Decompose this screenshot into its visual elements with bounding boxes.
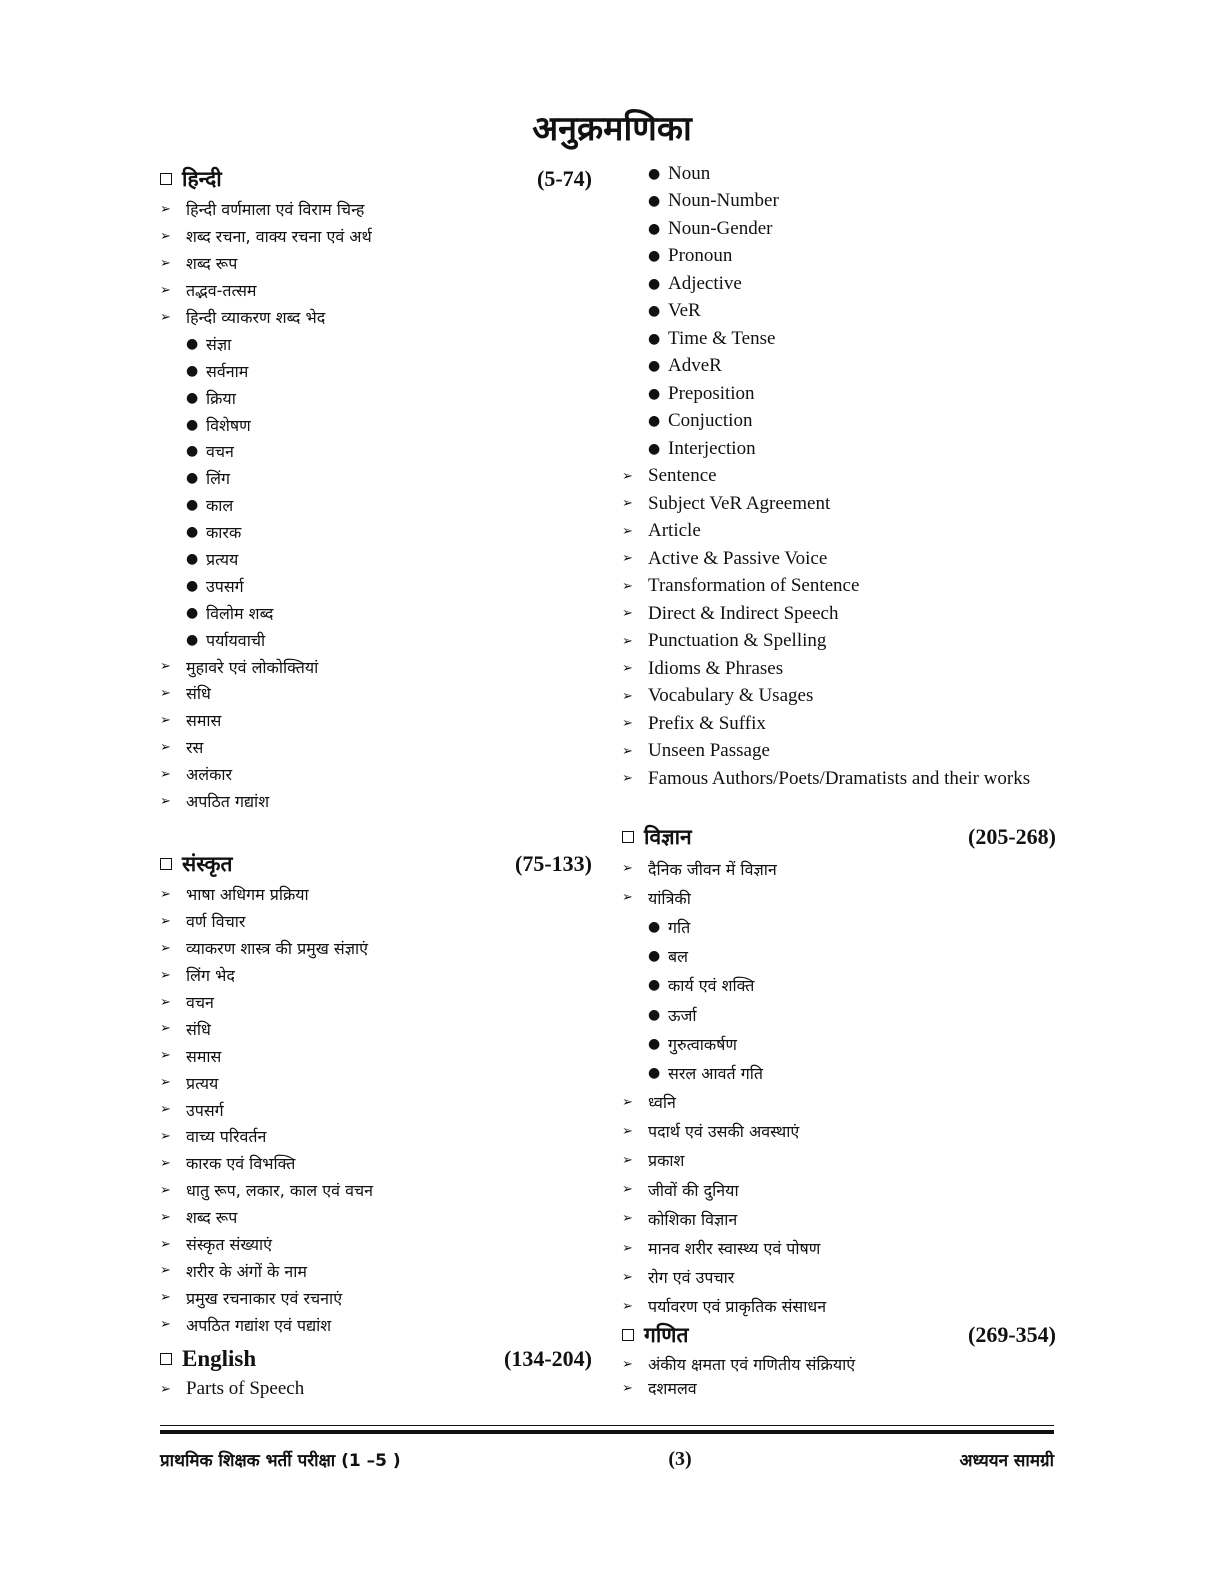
bullet-dot-icon: ● — [186, 443, 199, 460]
toc-item-text: जीवों की दुनिया — [648, 1180, 739, 1200]
toc-item — [160, 908, 592, 935]
arrow-bullet-icon: ➢ — [622, 606, 633, 622]
section-heading — [160, 847, 592, 881]
toc-item-text: सरल आवर्त गति — [668, 1063, 764, 1083]
toc-subitem — [622, 215, 1056, 243]
checkbox-square-icon — [622, 831, 634, 843]
toc-item — [160, 707, 592, 734]
toc-item — [160, 277, 592, 304]
arrow-bullet-icon: ➢ — [622, 1298, 633, 1314]
toc-item-text: पर्यायवाची — [206, 630, 266, 650]
toc-item — [622, 573, 1056, 601]
toc-item — [622, 655, 1056, 683]
toc-item-text: समास — [186, 711, 222, 731]
toc-item-text: कारक — [206, 523, 242, 543]
toc-item-text: अपठित गद्यांश एवं पद्यांश — [186, 1315, 332, 1335]
toc-item — [622, 710, 1056, 738]
toc-item-text: Adjective — [668, 272, 742, 294]
toc-item-text: Noun-Number — [668, 190, 779, 212]
toc-item-text: Direct & Indirect Speech — [648, 602, 839, 624]
toc-subitem — [622, 1058, 1056, 1087]
arrow-bullet-icon: ➢ — [622, 716, 633, 732]
arrow-bullet-icon: ➢ — [160, 309, 171, 325]
arrow-bullet-icon: ➢ — [160, 940, 171, 956]
arrow-bullet-icon: ➢ — [622, 1269, 633, 1285]
toc-item — [160, 1257, 592, 1284]
toc-item-text: AdveR — [668, 355, 722, 377]
toc-item-text: Active & Passive Voice — [648, 547, 828, 569]
toc-item-text: कारक एवं विभक्ति — [186, 1154, 296, 1174]
toc-item-text: प्रमुख रचनाकार एवं रचनाएं — [186, 1288, 343, 1308]
toc-item-text: उपसर्ग — [186, 1100, 224, 1120]
section-title — [622, 823, 692, 851]
toc-item — [160, 304, 592, 331]
arrow-bullet-icon: ➢ — [622, 468, 633, 484]
toc-item — [622, 463, 1056, 491]
bullet-dot-icon: ● — [648, 385, 661, 402]
bullet-dot-icon: ● — [186, 524, 199, 541]
toc-item-text: अलंकार — [186, 765, 233, 785]
bullet-dot-icon: ● — [186, 577, 199, 594]
section-page-range: (5-74) — [537, 166, 592, 191]
toc-item-text: दैनिक जीवन में विज्ञान — [648, 859, 777, 879]
toc-item-text: गति — [668, 917, 691, 937]
toc-item-text: हिन्दी व्याकरण शब्द भेद — [186, 308, 326, 327]
toc-item-text: भाषा अधिगम प्रक्रिया — [186, 885, 309, 905]
arrow-bullet-icon: ➢ — [160, 739, 171, 755]
arrow-bullet-icon: ➢ — [160, 201, 171, 217]
arrow-bullet-icon: ➢ — [622, 633, 633, 649]
toc-item — [622, 1263, 1056, 1292]
toc-item — [622, 1204, 1056, 1233]
toc-item — [160, 881, 592, 908]
toc-item-text: मुहावरे एवं लोकोक्तियां — [186, 657, 319, 677]
toc-subitem — [160, 438, 592, 465]
toc-subitem — [622, 408, 1056, 436]
toc-item-text: Interjection — [668, 437, 756, 459]
toc-item — [160, 223, 592, 250]
arrow-bullet-icon: ➢ — [622, 1211, 633, 1227]
bullet-dot-icon: ● — [648, 413, 661, 430]
arrow-bullet-icon: ➢ — [160, 1290, 171, 1306]
toc-item-text: लिंग — [206, 469, 231, 489]
toc-subitem — [622, 380, 1056, 408]
toc-item — [622, 628, 1056, 656]
section-page-range: (205-268) — [968, 824, 1056, 849]
section-heading — [160, 1342, 592, 1376]
toc-subitem — [622, 942, 1056, 971]
arrow-bullet-icon: ➢ — [160, 282, 171, 298]
toc-item-text: ऊर्जा — [668, 1005, 697, 1025]
toc-subitem — [160, 357, 592, 384]
toc-section — [160, 847, 592, 1338]
section-title — [160, 1346, 256, 1372]
bullet-dot-icon: ● — [648, 330, 661, 347]
toc-item-text: वाच्य परिवर्तन — [186, 1127, 267, 1147]
toc-item — [622, 1117, 1056, 1146]
checkbox-square-icon — [160, 858, 172, 870]
toc-item-text: Time & Tense — [668, 327, 776, 349]
toc-item — [160, 1284, 592, 1311]
toc-item-text: संस्कृत संख्याएं — [186, 1235, 272, 1255]
section-title — [160, 850, 232, 878]
toc-subitem — [622, 971, 1056, 1000]
section-heading — [622, 1318, 1056, 1352]
arrow-bullet-icon: ➢ — [160, 994, 171, 1010]
toc-item — [160, 962, 592, 989]
toc-item-text: शब्द रचना, वाक्य रचना एवं अर्थ — [186, 227, 372, 247]
toc-item — [160, 1204, 592, 1231]
toc-item-text: अपठित गद्यांश — [186, 792, 270, 812]
toc-item — [160, 1177, 592, 1204]
toc-item-text: उपसर्ग — [206, 576, 244, 596]
arrow-bullet-icon: ➢ — [160, 712, 171, 728]
toc-subitem — [160, 411, 592, 438]
toc-subitem — [622, 325, 1056, 353]
toc-item-text: काल — [206, 496, 234, 516]
toc-item — [160, 1015, 592, 1042]
toc-item-text: Sentence — [648, 465, 717, 487]
toc-subitem — [622, 270, 1056, 298]
bullet-dot-icon: ● — [186, 470, 199, 487]
bullet-dot-icon: ● — [648, 220, 661, 237]
toc-item — [622, 883, 1056, 912]
toc-subitem — [160, 599, 592, 626]
section-heading — [622, 820, 1056, 854]
toc-item-text: विशेषण — [206, 415, 251, 435]
toc-item — [160, 196, 592, 223]
toc-item — [622, 490, 1056, 518]
toc-item-text: Conjuction — [668, 410, 753, 432]
arrow-bullet-icon: ➢ — [160, 1317, 171, 1333]
page-number: (3) — [668, 1447, 692, 1470]
toc-item-text: VeR — [668, 300, 701, 322]
checkbox-square-icon — [622, 1329, 634, 1341]
toc-item-text: व्याकरण शास्त्र की प्रमुख संज्ञाएं — [186, 939, 368, 959]
toc-item-text: लिंग भेद — [186, 966, 235, 986]
arrow-bullet-icon: ➢ — [622, 1240, 633, 1256]
bullet-dot-icon: ● — [186, 604, 199, 621]
footer-divider-thick — [160, 1430, 1054, 1434]
bullet-dot-icon: ● — [648, 303, 661, 320]
arrow-bullet-icon: ➢ — [160, 1155, 171, 1171]
section-title — [622, 1321, 688, 1349]
arrow-bullet-icon: ➢ — [160, 1021, 171, 1037]
toc-item-text: प्रकाश — [648, 1151, 685, 1171]
checkbox-square-icon — [160, 1353, 172, 1365]
toc-item-text: शब्द रूप — [186, 1208, 238, 1228]
arrow-bullet-icon: ➢ — [622, 578, 633, 594]
arrow-bullet-icon: ➢ — [622, 496, 633, 512]
bullet-dot-icon: ● — [648, 193, 661, 210]
toc-item — [622, 1088, 1056, 1117]
toc-item-text: Idioms & Phrases — [648, 657, 784, 679]
toc-item — [160, 1069, 592, 1096]
arrow-bullet-icon: ➢ — [622, 1123, 633, 1139]
toc-item-text: Article — [648, 520, 701, 542]
section-heading — [160, 162, 592, 196]
toc-item-text: वचन — [206, 442, 234, 462]
toc-item-text: Transformation of Sentence — [648, 575, 860, 597]
toc-subitem — [160, 546, 592, 573]
arrow-bullet-icon: ➢ — [160, 967, 171, 983]
arrow-bullet-icon: ➢ — [622, 523, 633, 539]
toc-subitem — [622, 1000, 1056, 1029]
arrow-bullet-icon: ➢ — [160, 228, 171, 244]
bullet-dot-icon: ● — [186, 335, 199, 352]
toc-item-text: Preposition — [668, 382, 755, 404]
arrow-bullet-icon: ➢ — [622, 890, 633, 906]
toc-item-text: यांत्रिकी — [648, 888, 691, 908]
arrow-bullet-icon: ➢ — [160, 1236, 171, 1252]
toc-subitem — [160, 384, 592, 411]
toc-item-text: शब्द रूप — [186, 254, 238, 274]
toc-item — [160, 1123, 592, 1150]
arrow-bullet-icon: ➢ — [160, 913, 171, 929]
toc-subitem — [160, 465, 592, 492]
arrow-bullet-icon: ➢ — [160, 1182, 171, 1198]
toc-item-text: अंकीय क्षमता एवं गणितीय संक्रियाएं — [648, 1355, 856, 1374]
toc-subitem — [160, 330, 592, 357]
bullet-dot-icon: ● — [186, 389, 199, 406]
bullet-dot-icon: ● — [648, 918, 661, 935]
toc-subitem — [160, 519, 592, 546]
bullet-dot-icon: ● — [648, 165, 661, 182]
toc-item-text: शरीर के अंगों के नाम — [186, 1261, 307, 1281]
toc-item — [622, 854, 1056, 883]
toc-item-text: रस — [186, 738, 204, 758]
toc-item-text: मानव शरीर स्वास्थ्य एवं पोषण — [648, 1239, 821, 1259]
toc-item — [160, 989, 592, 1016]
toc-item-text: ध्वनि — [648, 1093, 676, 1113]
bullet-dot-icon: ● — [648, 1006, 661, 1023]
toc-item — [622, 683, 1056, 711]
toc-subitem — [622, 160, 1056, 188]
toc-item-text: हिन्दी वर्णमाला एवं विराम चिन्ह — [186, 200, 365, 220]
toc-item — [160, 788, 592, 815]
toc-item — [622, 545, 1056, 573]
toc-item — [622, 1233, 1056, 1262]
toc-item — [160, 250, 592, 277]
toc-item — [160, 653, 592, 680]
toc-item-text: संधि — [186, 1019, 211, 1039]
toc-item — [160, 761, 592, 788]
arrow-bullet-icon: ➢ — [622, 1356, 633, 1372]
arrow-bullet-icon: ➢ — [622, 1152, 633, 1168]
toc-item — [622, 1146, 1056, 1175]
toc-item-text: क्रिया — [206, 388, 236, 408]
toc-item-text: विलोम शब्द — [206, 603, 274, 623]
toc-item — [160, 680, 592, 707]
toc-item-text: संधि — [186, 684, 211, 704]
bullet-dot-icon: ● — [186, 497, 199, 514]
toc-item-text: रोग एवं उपचार — [648, 1268, 735, 1288]
toc-item-text: प्रत्यय — [186, 1073, 219, 1093]
arrow-bullet-icon: ➢ — [622, 743, 633, 759]
toc-item-text: दशमलव — [648, 1379, 697, 1398]
page-title: अनुक्रमणिका — [532, 109, 692, 149]
toc-subitem — [160, 572, 592, 599]
bullet-dot-icon: ● — [186, 416, 199, 433]
arrow-bullet-icon: ➢ — [160, 1263, 171, 1279]
page-footer — [160, 1444, 1054, 1474]
toc-item-text: सर्वनाम — [206, 361, 249, 381]
toc-item-text: Unseen Passage — [648, 740, 770, 762]
arrow-bullet-icon: ➢ — [160, 1381, 171, 1397]
toc-item-text: धातु रूप, लकार, काल एवं वचन — [186, 1181, 374, 1201]
toc-item — [160, 1311, 592, 1338]
toc-item-text: Parts of Speech — [186, 1378, 305, 1400]
toc-item-text: गुरुत्वाकर्षण — [668, 1034, 737, 1054]
toc-item — [622, 1352, 1056, 1376]
toc-item-text: कार्य एवं शक्ति — [668, 976, 755, 996]
bullet-dot-icon: ● — [648, 440, 661, 457]
toc-subitem — [622, 298, 1056, 326]
toc-section — [622, 820, 1056, 1321]
toc-item — [160, 1376, 592, 1403]
arrow-bullet-icon: ➢ — [622, 688, 633, 704]
toc-item-text: संज्ञा — [206, 334, 232, 354]
section-title — [160, 165, 222, 193]
bullet-dot-icon: ● — [648, 1064, 661, 1081]
toc-item — [622, 1376, 1056, 1400]
section-page-range: (269-354) — [968, 1322, 1056, 1347]
arrow-bullet-icon: ➢ — [160, 766, 171, 782]
footer-exam-name: प्राथमिक शिक्षक भर्ती परीक्षा (1 –5 ) — [160, 1450, 401, 1471]
toc-item-text: Famous Authors/Poets/Dramatists and their works — [648, 767, 1031, 789]
bullet-dot-icon: ● — [648, 275, 661, 292]
section-name: गणित — [644, 1323, 689, 1347]
toc-item — [622, 738, 1056, 766]
bullet-dot-icon: ● — [648, 948, 661, 965]
arrow-bullet-icon: ➢ — [160, 685, 171, 701]
toc-item-text: Subject VeR Agreement — [648, 492, 831, 514]
toc-item — [160, 1042, 592, 1069]
toc-item — [160, 1096, 592, 1123]
footer-study-material: अध्ययन सामग्री — [959, 1450, 1054, 1471]
arrow-bullet-icon: ➢ — [160, 886, 171, 902]
arrow-bullet-icon: ➢ — [160, 1209, 171, 1225]
arrow-bullet-icon: ➢ — [160, 1102, 171, 1118]
toc-item-text: समास — [186, 1046, 222, 1066]
toc-item-text: तद्भव-तत्सम — [186, 281, 257, 301]
toc-subitem — [622, 1029, 1056, 1058]
arrow-bullet-icon: ➢ — [622, 1182, 633, 1198]
bullet-dot-icon: ● — [186, 362, 199, 379]
bullet-dot-icon: ● — [186, 551, 199, 568]
toc-section — [622, 160, 1056, 793]
section-name: English — [182, 1346, 257, 1371]
toc-item — [160, 734, 592, 761]
bullet-dot-icon: ● — [648, 977, 661, 994]
arrow-bullet-icon: ➢ — [160, 659, 171, 675]
toc-item-text: Prefix & Suffix — [648, 712, 766, 734]
arrow-bullet-icon: ➢ — [160, 255, 171, 271]
arrow-bullet-icon: ➢ — [160, 1048, 171, 1064]
toc-item — [160, 935, 592, 962]
toc-item-text: Noun-Gender — [668, 217, 773, 239]
toc-section — [160, 162, 592, 814]
toc-item-text: बल — [668, 947, 688, 967]
arrow-bullet-icon: ➢ — [160, 793, 171, 809]
section-page-range: (134-204) — [504, 1346, 592, 1371]
toc-subitem — [622, 353, 1056, 381]
bullet-dot-icon: ● — [186, 631, 199, 648]
arrow-bullet-icon: ➢ — [622, 1094, 633, 1110]
toc-item-text: Pronoun — [668, 245, 733, 267]
footer-divider — [160, 1425, 1054, 1426]
toc-item — [622, 600, 1056, 628]
arrow-bullet-icon: ➢ — [160, 1075, 171, 1091]
toc-item-text: पदार्थ एवं उसकी अवस्थाएं — [648, 1122, 800, 1142]
section-page-range: (75-133) — [515, 851, 592, 876]
toc-section — [622, 1318, 1056, 1400]
checkbox-square-icon — [160, 173, 172, 185]
toc-item-text: प्रत्यय — [206, 550, 239, 570]
toc-item-text: Punctuation & Spelling — [648, 630, 827, 652]
arrow-bullet-icon: ➢ — [622, 861, 633, 877]
toc-subitem — [622, 912, 1056, 941]
arrow-bullet-icon: ➢ — [160, 1128, 171, 1144]
toc-item — [160, 1231, 592, 1258]
toc-item-text: पर्यावरण एवं प्राकृतिक संसाधन — [648, 1297, 827, 1317]
toc-item — [622, 518, 1056, 546]
toc-section — [160, 1342, 592, 1403]
section-name: संस्कृत — [182, 852, 233, 876]
toc-item — [622, 1175, 1056, 1204]
toc-subitem — [160, 626, 592, 653]
arrow-bullet-icon: ➢ — [622, 661, 633, 677]
toc-subitem — [622, 435, 1056, 463]
bullet-dot-icon: ● — [648, 248, 661, 265]
arrow-bullet-icon: ➢ — [622, 771, 633, 787]
toc-item-text: वर्ण विचार — [186, 912, 246, 932]
arrow-bullet-icon: ➢ — [622, 1380, 633, 1396]
section-name: विज्ञान — [644, 825, 692, 849]
toc-item-text: कोशिका विज्ञान — [648, 1209, 738, 1229]
bullet-dot-icon: ● — [648, 358, 661, 375]
toc-item — [622, 765, 1056, 793]
arrow-bullet-icon: ➢ — [622, 551, 633, 567]
bullet-dot-icon: ● — [648, 1035, 661, 1052]
toc-item — [622, 1292, 1056, 1321]
toc-item-text: Vocabulary & Usages — [648, 685, 814, 707]
toc-subitem — [160, 492, 592, 519]
toc-item-text: Noun — [668, 162, 711, 184]
toc-item-text: वचन — [186, 993, 214, 1012]
toc-subitem — [622, 188, 1056, 216]
toc-subitem — [622, 243, 1056, 271]
toc-item — [160, 1150, 592, 1177]
section-name: हिन्दी — [182, 167, 222, 191]
